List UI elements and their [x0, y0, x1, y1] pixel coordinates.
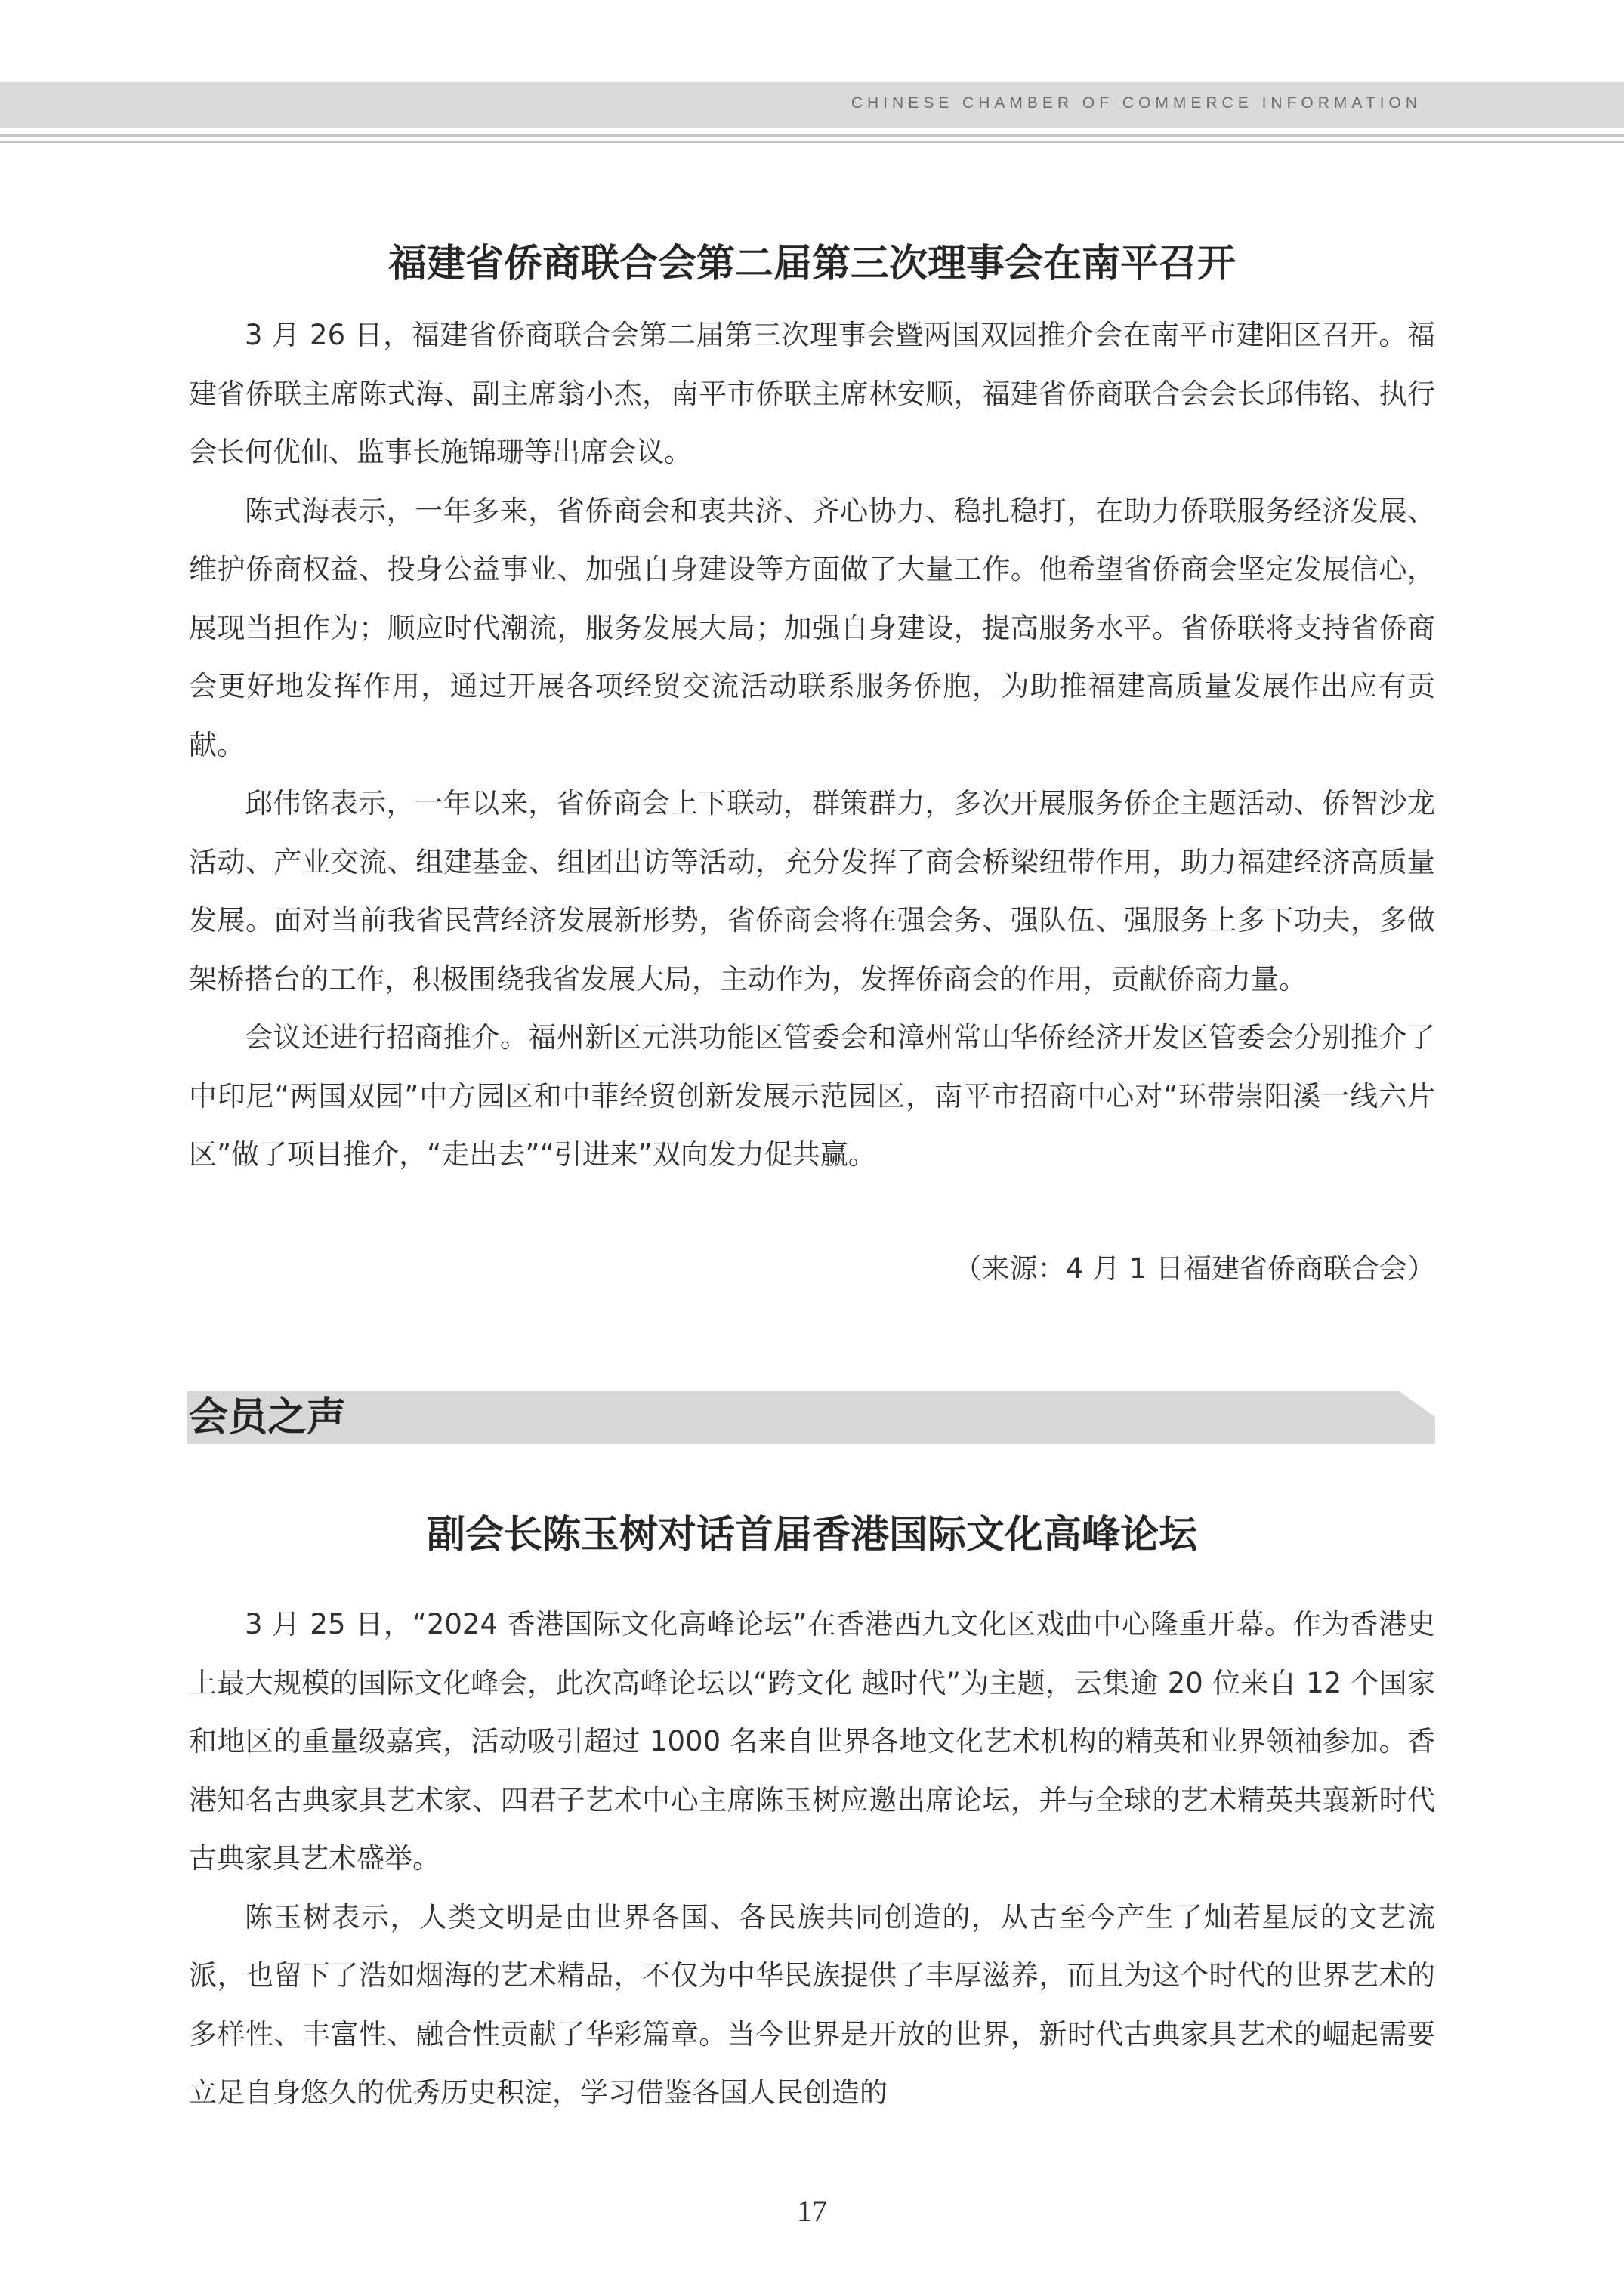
article-source: （来源：4 月 1 日福建省侨商联合会）: [953, 1252, 1435, 1285]
paragraph: 会议还进行招商推介。福州新区元洪功能区管委会和漳州常山华侨经济开发区管委会分别推介了中印尼“两国双园”中方园区和中菲经贸创新发展示范园区，南平市招商中心对“环带崇阳溪一线六片区”做了项目推介，“走出去”“引进来”双向发力促共赢。: [189, 1021, 1435, 1171]
section-title: 会员之声: [189, 1394, 347, 1440]
article-body: [189, 1595, 1435, 2122]
article-title: 副会长陈玉树对话首届香港国际文化高峰论坛: [426, 1513, 1197, 1557]
paragraph: 3 月 25 日，“2024 香港国际文化高峰论坛”在香港西九文化区戏曲中心隆重开幕。作为香港史上最大规模的国际文化峰会，此次高峰论坛以“跨文化 越时代”为主题，云集逾 20 位来自 12 个国家和地区的重量级嘉宾，活动吸引超过 1000 名来自世界各地文化艺术机构的精英和业界领袖参加。香港知名古典家具艺术家、四君子艺术中心主席陈玉树应邀出席论坛，并与全球的艺术精英共襄新时代古典家具艺术盛举。: [189, 1608, 1435, 1875]
paragraph: 邱伟铭表示，一年以来，省侨商会上下联动，群策群力，多次开展服务侨企主题活动、侨智沙龙活动、产业交流、组建基金、组团出访等活动，充分发挥了商会桥梁纽带作用，助力福建经济高质量发展。面对当前我省民营经济发展新形势，省侨商会将在强会务、强队伍、强服务上多下功夫，多做架桥搭台的工作，积极围绕我省发展大局，主动作为，发挥侨商会的作用，贡献侨商力量。: [189, 787, 1435, 995]
paragraph: 陈式海表示，一年多来，省侨商会和衷共济、齐心协力、稳扎稳打，在助力侨联服务经济发展、维护侨商权益、投身公益事业、加强自身建设等方面做了大量工作。他希望省侨商会坚定发展信心，展现当担作为；顺应时代潮流，服务发展大局；加强自身建设，提高服务水平。省侨联将支持省侨商会更好地发挥作用，通过开展各项经贸交流活动联系服务侨胞，为助推福建高质量发展作出应有贡献。: [189, 494, 1435, 761]
header-rule: [0, 134, 1624, 137]
section-banner: [187, 1391, 1435, 1444]
article-title: 福建省侨商联合会第二届第三次理事会在南平召开: [387, 242, 1236, 286]
page-number: 17: [797, 2194, 827, 2228]
publication-name: CHINESE CHAMBER OF COMMERCE INFORMATION: [851, 94, 1422, 112]
header-rule-thin: [0, 141, 1624, 143]
article-body: [189, 306, 1435, 1184]
paragraph: 陈玉树表示，人类文明是由世界各国、各民族共同创造的，从古至今产生了灿若星辰的文艺流派，也留下了浩如烟海的艺术精品，不仅为中华民族提供了丰厚滋养，而且为这个时代的世界艺术的多样性、丰富性、融合性贡献了华彩篇章。当今世界是开放的世界，新时代古典家具艺术的崛起需要立足自身悠久的优秀历史积淀，学习借鉴各国人民创造的: [189, 1900, 1435, 2109]
paragraph: 3 月 26 日，福建省侨商联合会第二届第三次理事会暨两国双园推介会在南平市建阳区召开。福建省侨联主席陈式海、副主席翁小杰，南平市侨联主席林安顺，福建省侨商联合会会长邱伟铭、执行会长何优仙、监事长施锦珊等出席会议。: [189, 319, 1435, 468]
